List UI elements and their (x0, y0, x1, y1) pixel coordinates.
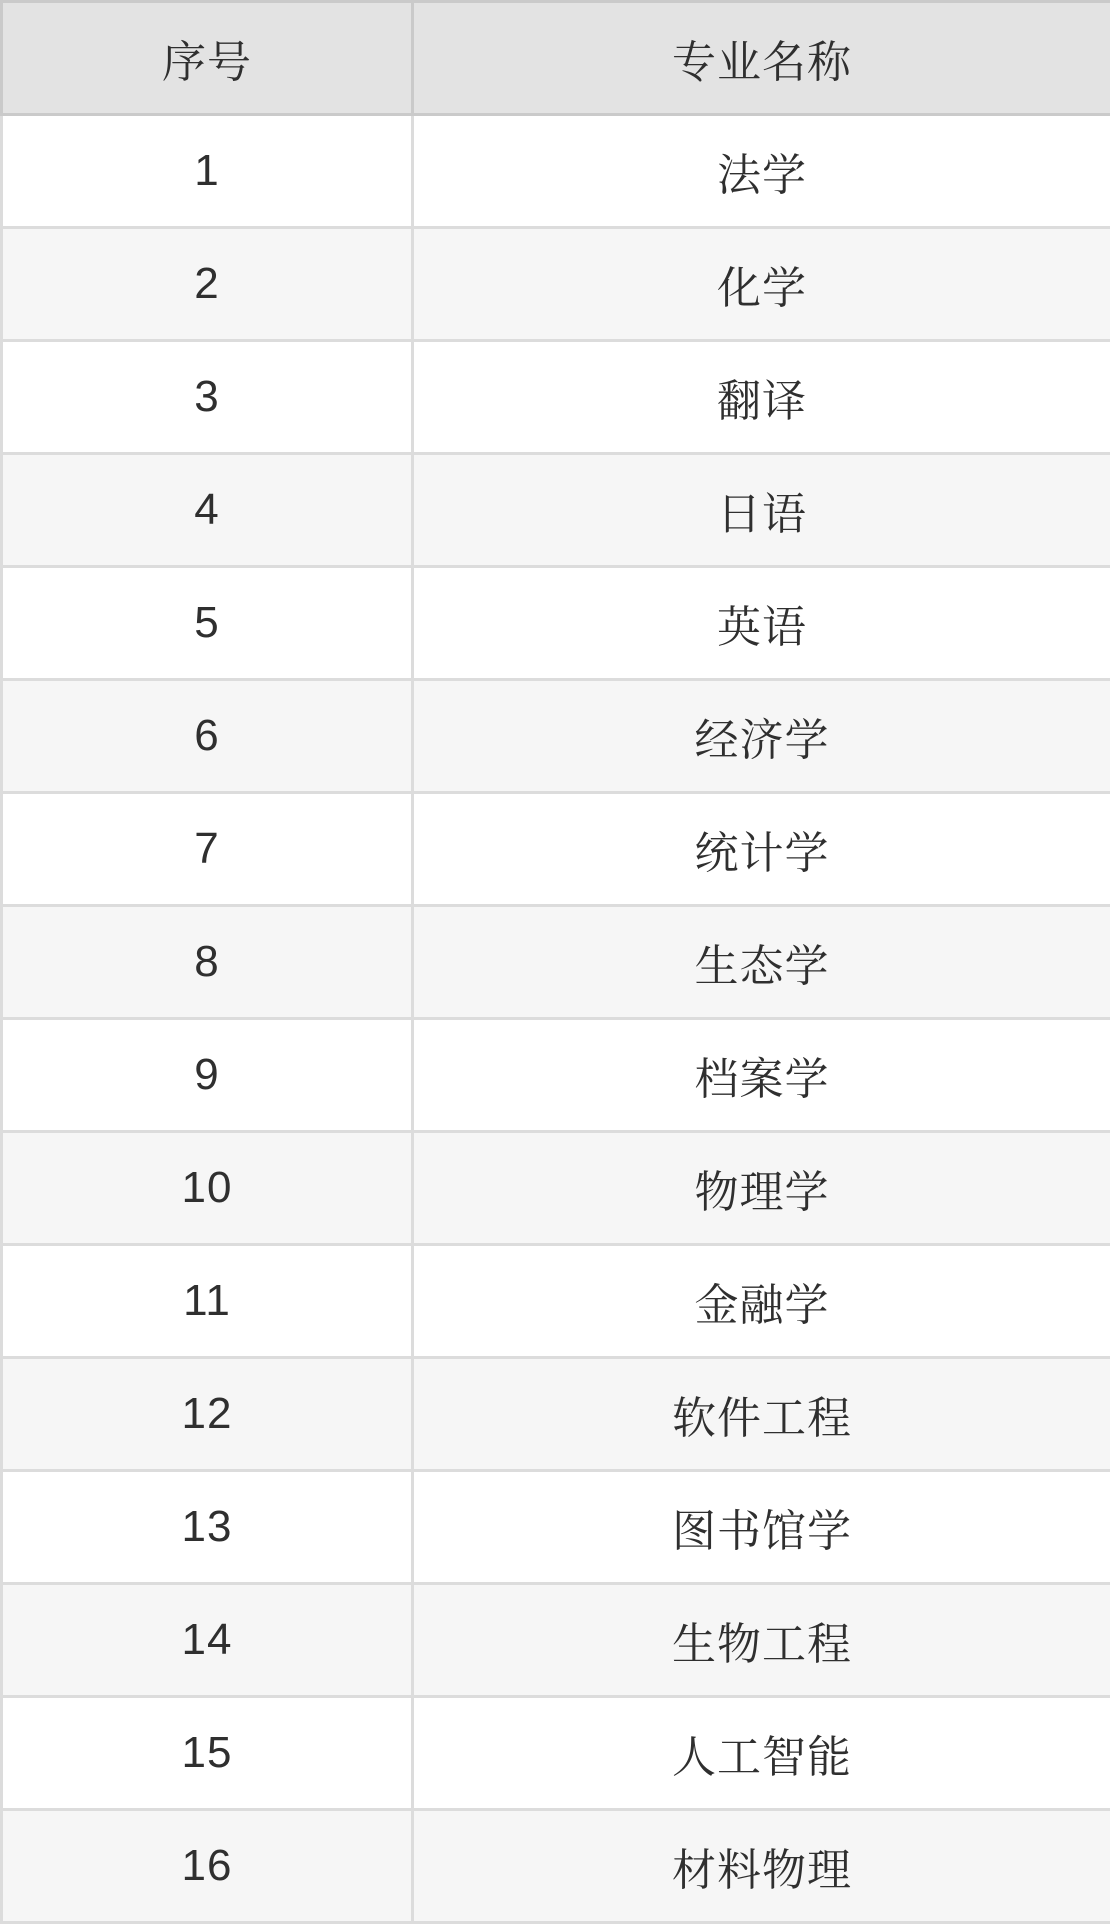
table-header (2, 2, 1110, 115)
major-name-cell: 金融学 (413, 1245, 1110, 1358)
major-name-cell: 档案学 (413, 1019, 1110, 1132)
major-name-cell: 化学 (413, 228, 1110, 341)
row-index-cell: 9 (2, 1019, 413, 1132)
row-index-cell: 16 (2, 1810, 413, 1923)
major-name-cell: 法学 (413, 115, 1110, 228)
major-name-cell: 人工智能 (413, 1697, 1110, 1810)
major-name-cell: 翻译 (413, 341, 1110, 454)
header-row (2, 2, 1110, 115)
major-name-cell: 经济学 (413, 680, 1110, 793)
row-index-cell: 14 (2, 1584, 413, 1697)
table-row (2, 1584, 1110, 1697)
major-name-cell: 统计学 (413, 793, 1110, 906)
table-row (2, 793, 1110, 906)
column-header-index: 序号 (2, 2, 413, 115)
row-index-cell: 4 (2, 454, 413, 567)
table-row (2, 341, 1110, 454)
table-row (2, 1697, 1110, 1810)
row-index-cell: 7 (2, 793, 413, 906)
table-row (2, 115, 1110, 228)
table-row (2, 680, 1110, 793)
row-index-cell: 1 (2, 115, 413, 228)
table-row (2, 1810, 1110, 1923)
row-index-cell: 5 (2, 567, 413, 680)
major-name-cell: 生物工程 (413, 1584, 1110, 1697)
table-row (2, 228, 1110, 341)
major-name-cell: 软件工程 (413, 1358, 1110, 1471)
row-index-cell: 3 (2, 341, 413, 454)
row-index-cell: 10 (2, 1132, 413, 1245)
row-index-cell: 12 (2, 1358, 413, 1471)
column-header-major-name: 专业名称 (413, 2, 1110, 115)
major-name-cell: 材料物理 (413, 1810, 1110, 1923)
table-row (2, 1019, 1110, 1132)
row-index-cell: 2 (2, 228, 413, 341)
table-row (2, 1245, 1110, 1358)
table-row (2, 454, 1110, 567)
table-row (2, 906, 1110, 1019)
table-row (2, 1132, 1110, 1245)
major-name-cell: 日语 (413, 454, 1110, 567)
table-row (2, 1358, 1110, 1471)
row-index-cell: 15 (2, 1697, 413, 1810)
row-index-cell: 8 (2, 906, 413, 1019)
row-index-cell: 11 (2, 1245, 413, 1358)
major-name-cell: 图书馆学 (413, 1471, 1110, 1584)
major-name-cell: 生态学 (413, 906, 1110, 1019)
major-name-cell: 物理学 (413, 1132, 1110, 1245)
row-index-cell: 6 (2, 680, 413, 793)
table-row (2, 1471, 1110, 1584)
major-name-cell: 英语 (413, 567, 1110, 680)
table-row (2, 567, 1110, 680)
table-body (2, 115, 1110, 1923)
row-index-cell: 13 (2, 1471, 413, 1584)
